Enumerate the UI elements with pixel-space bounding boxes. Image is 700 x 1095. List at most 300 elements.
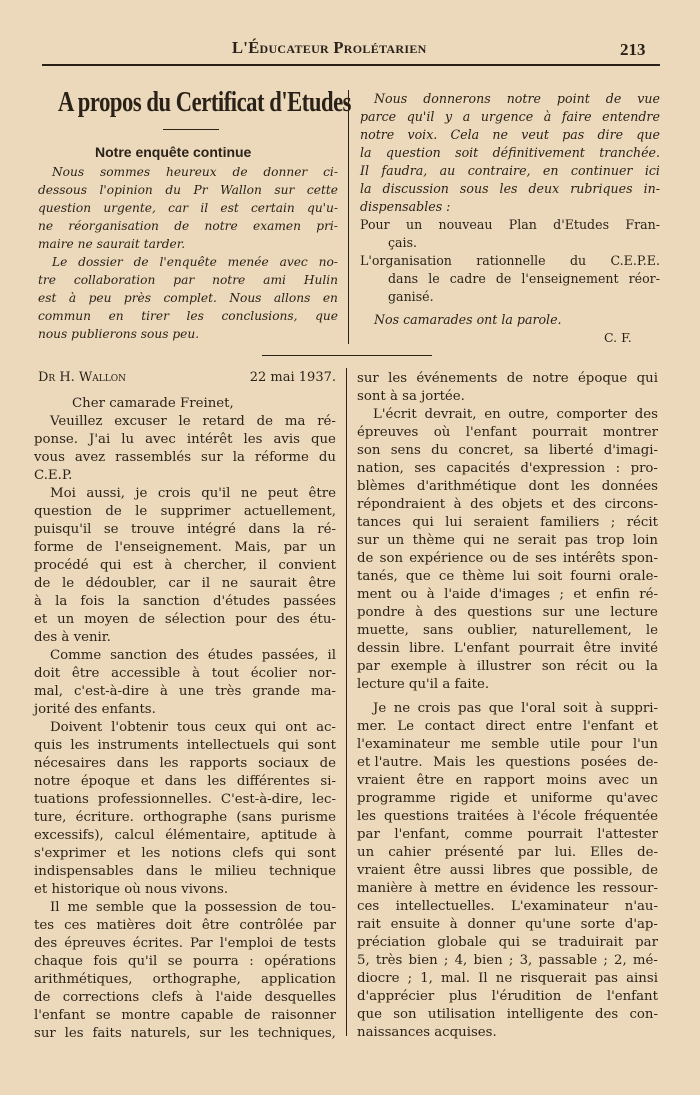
word: ne — [240, 486, 258, 501]
word: excuser — [114, 414, 167, 429]
word: Mais, — [234, 540, 272, 555]
word: qui — [636, 371, 658, 386]
word: blèmes — [357, 479, 405, 494]
word: être — [416, 773, 444, 788]
word: ; — [603, 953, 608, 968]
text-line — [50, 719, 336, 737]
word: s'exprimer — [34, 846, 106, 861]
word: en — [108, 309, 124, 323]
word: pourrait — [532, 425, 588, 440]
word: cahier — [388, 845, 431, 860]
text-line — [34, 881, 228, 899]
word: mal, — [34, 684, 64, 699]
word: 5, — [357, 953, 370, 968]
word: ici — [644, 163, 660, 178]
word: application — [260, 972, 336, 987]
text-line — [357, 550, 658, 568]
word: procédé — [34, 558, 89, 573]
word: à — [426, 587, 435, 602]
word: (sans — [236, 810, 272, 825]
word: ne — [492, 127, 508, 142]
word: nor- — [308, 666, 336, 681]
word: de — [86, 540, 103, 555]
word: des — [175, 648, 200, 663]
word: sens — [390, 443, 421, 458]
word: Par — [190, 936, 213, 951]
article-title: A propos du Certificat d'Etudes — [58, 86, 351, 118]
word: réforme — [254, 450, 309, 465]
word: il — [258, 558, 267, 573]
word: saurait — [249, 576, 297, 591]
word: programme — [357, 791, 436, 806]
word: grande — [252, 684, 300, 699]
word: la — [232, 450, 245, 465]
word: contact — [424, 719, 475, 734]
header-rule — [42, 64, 660, 66]
word: dessous — [38, 183, 87, 197]
word: et — [644, 719, 658, 734]
word: époque — [80, 774, 131, 789]
text-line — [388, 234, 417, 252]
word: en — [542, 163, 559, 178]
text-line — [357, 718, 658, 736]
word: qui — [463, 533, 485, 548]
word: le — [178, 414, 191, 429]
word: expérience — [409, 551, 484, 566]
word: possession — [204, 900, 278, 915]
word: pas — [562, 127, 585, 142]
word: Doivent — [50, 720, 103, 735]
word: rassemblés — [115, 450, 192, 465]
word: ne — [38, 219, 54, 233]
word: ré- — [317, 414, 336, 429]
word: de — [256, 414, 274, 429]
text-line — [34, 809, 336, 827]
word: lu — [121, 432, 135, 447]
text-line — [360, 180, 660, 198]
text-line — [373, 406, 658, 424]
text-line — [357, 970, 658, 988]
word: donner — [263, 165, 308, 179]
word: çais. — [388, 235, 418, 250]
word: : — [249, 954, 254, 969]
word: une — [574, 605, 600, 620]
word: à — [415, 605, 424, 620]
word: pri- — [316, 219, 338, 233]
word: soit — [455, 145, 479, 160]
word: rationnelle — [476, 253, 546, 268]
word: sont — [307, 846, 336, 861]
word: sa — [523, 443, 539, 458]
text-line — [50, 899, 336, 917]
word: dans — [116, 756, 149, 771]
word: tests — [303, 936, 336, 951]
word: à — [192, 666, 200, 681]
word: ; — [407, 971, 413, 986]
word: des — [572, 497, 597, 512]
word: soit — [537, 569, 563, 584]
word: Moi — [50, 486, 76, 501]
word: tances — [357, 515, 401, 530]
word: aussi — [449, 863, 485, 878]
word: techniques, — [257, 1026, 336, 1041]
word: arithmétiques, — [34, 972, 133, 987]
word: collaboration — [73, 273, 156, 287]
word: être — [71, 666, 100, 681]
word: qu'il — [406, 109, 435, 124]
word: par — [173, 273, 195, 287]
word: intérêt — [186, 432, 233, 447]
word: qui — [100, 558, 122, 573]
word: par — [357, 827, 380, 842]
word: d'expression — [520, 461, 606, 476]
text-line — [52, 163, 338, 181]
word: est — [220, 201, 239, 215]
word: a — [462, 109, 471, 124]
article-subtitle: Notre enquête continue — [95, 144, 252, 160]
word: lecture qu'il a faite. — [357, 677, 490, 692]
section-rule — [262, 355, 432, 356]
word: heureux — [165, 165, 217, 179]
text-line — [50, 647, 336, 665]
word: vraient — [357, 863, 405, 878]
word: question — [385, 145, 441, 160]
word: pourrait — [518, 641, 575, 656]
word: y — [445, 109, 453, 124]
word: des — [276, 612, 300, 627]
word: ou — [618, 659, 635, 674]
word: les — [476, 755, 496, 770]
word: son — [541, 659, 566, 674]
word: être — [583, 641, 611, 656]
word: de — [34, 990, 51, 1005]
word: et — [140, 774, 155, 789]
word: fourni — [570, 569, 611, 584]
text-line — [34, 467, 72, 485]
word: intellectuelles. — [395, 899, 495, 914]
word: dans — [145, 864, 178, 879]
word: notre — [212, 273, 246, 287]
word: contraire, — [467, 163, 531, 178]
word: C'est-à-dire, — [220, 792, 303, 807]
word: ses — [414, 461, 436, 476]
word: où — [433, 425, 451, 440]
word: rapport — [483, 773, 535, 788]
word: J'ai — [89, 432, 111, 447]
word: trop — [596, 533, 625, 548]
text-line — [360, 162, 660, 180]
word: d'arithmétique — [416, 479, 517, 494]
word: sont à sa jortée. — [357, 389, 465, 404]
word: préciation — [357, 935, 426, 950]
word: qui — [498, 935, 520, 950]
word: l'enseignement — [521, 271, 619, 286]
word: ; — [559, 587, 564, 602]
word: point — [556, 91, 590, 106]
text-line — [360, 198, 450, 216]
word: il — [201, 576, 211, 591]
text-line — [50, 485, 336, 503]
word: l'enfant — [465, 425, 517, 440]
text-line — [50, 413, 336, 431]
word: Il — [360, 163, 370, 178]
word: intégré — [187, 522, 236, 537]
text-line — [373, 700, 658, 718]
word: utilisation — [427, 1007, 496, 1022]
word: les — [70, 738, 90, 753]
word: de — [506, 371, 524, 386]
word: l'opinion — [99, 183, 153, 197]
word: événements — [416, 371, 498, 386]
word: questions — [505, 755, 571, 770]
text-line — [34, 557, 336, 575]
word: ainsi — [626, 971, 658, 986]
text-line — [34, 971, 336, 989]
text-line — [34, 917, 336, 935]
word: je — [135, 486, 148, 501]
word: dédoubler, — [85, 576, 157, 591]
word: sorte — [580, 917, 616, 932]
text-line — [357, 934, 658, 952]
word: orthographe — [143, 810, 228, 825]
word: les — [357, 809, 376, 824]
word: répondraient — [357, 497, 446, 512]
word: dossier — [78, 255, 123, 269]
text-line — [357, 370, 658, 388]
word: sur — [274, 183, 295, 197]
word: l'aide — [444, 587, 481, 602]
word: sélection — [164, 612, 226, 627]
word: concret, — [458, 443, 514, 458]
word: chercher, — [183, 558, 247, 573]
word: moyen — [84, 612, 129, 627]
text-line — [38, 289, 338, 307]
word: écolier — [250, 666, 297, 681]
word: naturels, — [130, 1026, 191, 1041]
text-line — [38, 325, 199, 343]
word: rapports — [189, 756, 248, 771]
word: par — [357, 659, 380, 674]
word: la — [645, 659, 658, 674]
word: être — [308, 576, 336, 591]
word: jorité des enfants. — [34, 702, 156, 717]
word: raisonner — [271, 1008, 336, 1023]
word: intelligente — [506, 1007, 584, 1022]
word: pas — [564, 533, 588, 548]
text-line — [34, 611, 336, 629]
word: est — [132, 558, 153, 573]
word: intellectuels — [186, 738, 270, 753]
word: un — [57, 612, 75, 627]
word: se — [167, 954, 183, 969]
word: à — [419, 881, 428, 896]
word: à — [160, 684, 168, 699]
word: capacités — [446, 461, 510, 476]
text-line — [34, 629, 111, 647]
word: et — [551, 497, 565, 512]
word: données — [601, 479, 658, 494]
word: libres — [492, 863, 532, 878]
word: qu'u- — [307, 201, 338, 215]
word: donnerons — [423, 91, 491, 106]
word: ganisé. — [388, 289, 434, 304]
word: l'enfant — [582, 719, 634, 734]
word: élémentaire, — [165, 828, 251, 843]
word: avez — [74, 450, 106, 465]
word: questions — [384, 809, 449, 824]
word: : — [615, 461, 621, 476]
word: les — [186, 309, 204, 323]
word: sont — [307, 738, 336, 753]
word: notre — [34, 774, 71, 789]
word: risquerait — [520, 971, 587, 986]
text-line — [357, 532, 658, 550]
word: doit — [165, 918, 192, 933]
text-line — [357, 478, 658, 496]
word: ture, — [34, 810, 67, 825]
word: Nous — [229, 291, 262, 305]
text-line — [357, 586, 658, 604]
word: ont — [285, 720, 308, 735]
text-line — [357, 790, 658, 808]
word: deux — [528, 181, 560, 196]
word: un — [640, 773, 658, 788]
word: Mais — [433, 755, 466, 770]
word: ses — [535, 551, 557, 566]
word: Pr — [193, 183, 208, 197]
text-line — [360, 144, 660, 162]
word: à — [328, 828, 336, 843]
word: pour — [590, 737, 623, 752]
word: d'études — [212, 594, 271, 609]
word: avec — [279, 255, 308, 269]
word: épreuves — [64, 936, 126, 951]
word: de- — [637, 845, 658, 860]
word: sur — [201, 450, 223, 465]
text-line — [357, 808, 658, 826]
word: Elles — [590, 845, 624, 860]
word: libre. — [409, 641, 445, 656]
word: à — [453, 497, 462, 512]
text-line — [34, 539, 336, 557]
word: illustrer — [476, 659, 531, 674]
text-line — [357, 880, 658, 898]
word: notions — [171, 846, 222, 861]
word: par — [517, 845, 541, 860]
word: Wallon — [220, 183, 262, 197]
word: la — [292, 522, 305, 537]
word: les — [388, 371, 408, 386]
word: l'examinateur — [357, 737, 450, 752]
text-line — [38, 271, 338, 289]
word: dans — [164, 774, 197, 789]
word: un — [387, 533, 405, 548]
word: chaque — [34, 954, 83, 969]
word: ceux — [214, 720, 246, 735]
word: la — [117, 594, 130, 609]
word: l'enfant, — [394, 827, 450, 842]
word: lui. — [554, 845, 577, 860]
word: ne — [221, 576, 239, 591]
text-line — [34, 1007, 336, 1025]
word: des — [34, 936, 58, 951]
word: sociaux — [258, 756, 309, 771]
word: fréquentée — [584, 809, 658, 824]
word: que — [315, 309, 338, 323]
word: Hulin — [303, 273, 338, 287]
text-line — [34, 1025, 336, 1043]
word: le — [61, 576, 75, 591]
word: Il — [478, 971, 488, 986]
word: d'ap- — [624, 917, 658, 932]
word: présenté — [444, 845, 504, 860]
text-line — [357, 916, 658, 934]
word: semble — [95, 900, 144, 915]
text-line — [360, 126, 660, 144]
word: que — [151, 900, 177, 915]
word: plus — [448, 989, 478, 1004]
letter-header — [38, 370, 336, 385]
word: le — [645, 623, 658, 638]
word: L'organisation — [360, 253, 452, 268]
text-line — [34, 935, 336, 953]
text-line — [34, 863, 336, 881]
text-line — [34, 683, 336, 701]
word: faudra, — [381, 163, 428, 178]
word: Cher camarade Freinet, — [72, 396, 234, 411]
letter-author: Dr H. Wallon — [38, 370, 127, 385]
word: de — [495, 271, 512, 286]
word: montre — [121, 1008, 171, 1023]
word: l'enseignement. — [115, 540, 222, 555]
word: du — [569, 253, 587, 268]
text-line — [38, 235, 185, 253]
word: l'enfant — [34, 1008, 86, 1023]
text-line — [357, 460, 658, 478]
word: de — [357, 551, 374, 566]
text-line — [34, 953, 336, 971]
word: mettre — [434, 881, 480, 896]
word: Cela — [450, 127, 480, 142]
word: de — [105, 504, 122, 519]
word: les — [64, 1026, 84, 1041]
word: uniforme — [531, 791, 593, 806]
word: entre — [536, 719, 573, 734]
word: rigide — [449, 791, 490, 806]
word: discussion — [382, 181, 449, 196]
word: être — [413, 863, 442, 878]
word: qu'il — [201, 486, 231, 501]
word: son — [357, 443, 381, 458]
word: mé- — [632, 953, 658, 968]
word: de — [133, 255, 149, 269]
word: les — [570, 479, 590, 494]
word: forme — [34, 540, 74, 555]
word: nouveau — [438, 217, 493, 232]
word: doit — [34, 666, 61, 681]
word: tuations — [34, 792, 89, 807]
text-line — [357, 424, 658, 442]
word: car — [168, 201, 189, 215]
word: ressour- — [602, 881, 658, 896]
word: n'au- — [624, 899, 658, 914]
word: d'images — [489, 587, 551, 602]
word: en — [486, 881, 504, 896]
word: d'Etudes — [553, 217, 610, 232]
word: les — [230, 1026, 249, 1041]
word: Plan — [508, 217, 537, 232]
text-line — [357, 952, 658, 970]
